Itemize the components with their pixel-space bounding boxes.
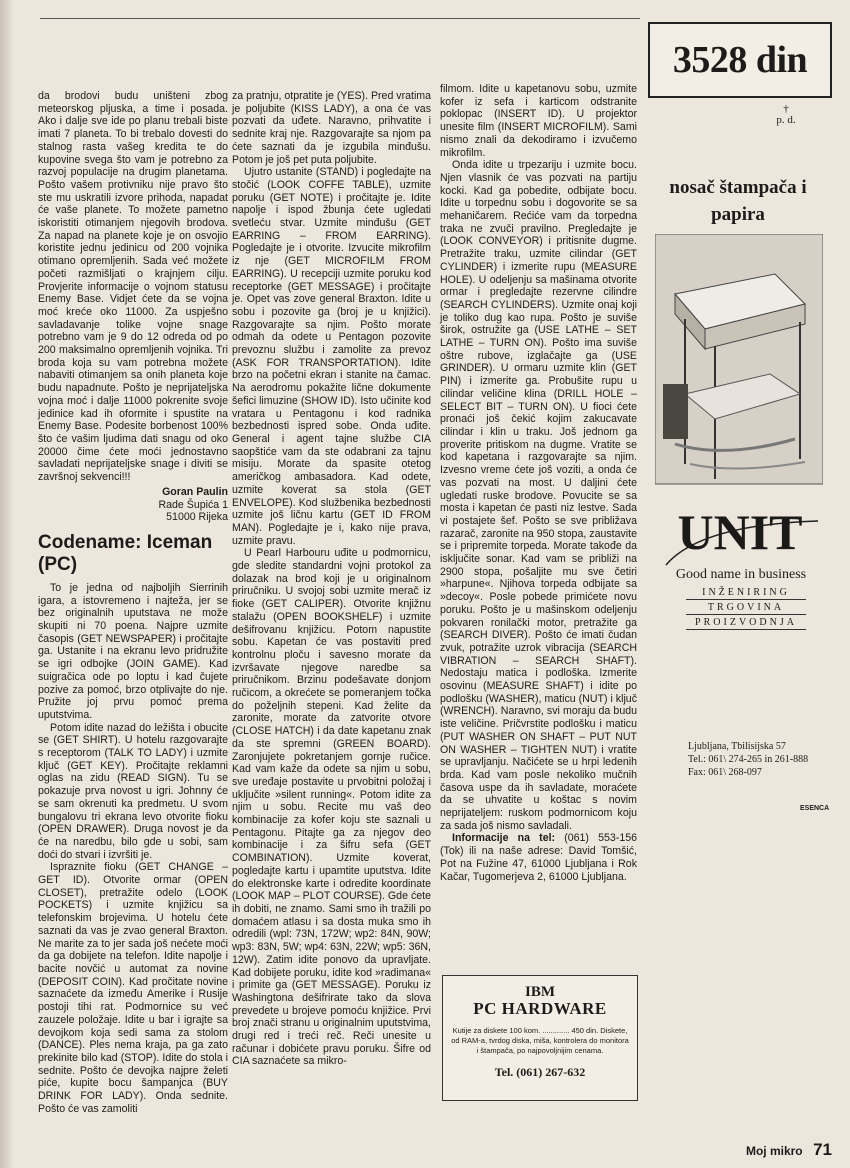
paragraph: da brodovi budu uništeni zbog meteorskog pljuska, a time i posada. Ako i dalje sve ide po planu trebali biste imati 7 planeta. To bi trebalo dovesti do stalnog rasta vašeg kredita te do kupovine svega što vam je potrebno za razvoj populacije na drugim planetama. Pošto vašem protivniku nije pravo što ste mu uskratili izvore prihoda, napadat će vaše planete. To možete pametno iskoristiti otimanjem njegovih brodova. Za napad na planete koje je on osvojio koristite jednu jedinicu od 200 vojnika otimano opremljenih. Sada već možete početi razmišljati o krajnjem cilju. Provjerite informacije o vojnom statusu Enemy Base. Vidjet ćete da se vojna moć kreće oko 11000. Za uspješno savladavanje tolike vojne snage potrebno vam je 9 do 12 odreda od po 200 maksimalno opremljenih vojnika. Tri broda koja su vam potrebna možete nabaviti otimanjem sa onih planeta koje budu napadnute. Pošto je neprijateljska vojna moć i dalje 11000 pokrenite svoje jedinice kad ih oformite i spustite na Enemy Base. Podesite borbenost 100% što će vašim ljudima dati snagu od oko 20000 čime ćete moći jednostavno savladati neprijateljske snage i diviti se završnoj sekvenci!!! xyxy=(38,90,228,484)
price: 3528 din xyxy=(672,39,808,81)
column-3 xyxy=(440,83,637,883)
unit-advertisement xyxy=(648,22,844,1132)
ibm-hardware-ad xyxy=(442,975,638,1101)
magazine-name: Moj mikro xyxy=(745,1144,803,1158)
slogan: Good name in business xyxy=(675,567,807,582)
ad-phone: Tel. (061) 267-632 xyxy=(494,1065,586,1079)
article-heading xyxy=(38,532,228,576)
author-name: Goran Paulin xyxy=(162,485,228,498)
service-trade: TRGOVINA xyxy=(686,602,806,615)
paragraph: filmom. Idite u kapetanovu sobu, uzmite kofer iz sefa i karticom odstranite poklopac (INSERT ID). U projektor unesite film (INSERT MICROFILM). Sami nismo znali da dekodiramo i izvučemo mikrofilm. xyxy=(440,83,637,159)
author-city: 51000 Rijeka xyxy=(166,511,228,524)
ad-body: Kutije za diskete 100 kom. ............. 450 din. Diskete, od RAM-a, tvrdog diska, miša, kontrolera do monitora i štampača, po najpovoljnijim cenama. xyxy=(451,1026,629,1055)
paragraph: Ujutro ustanite (STAND) i pogledajte na stočić (LOOK COFFE TABLE), uzmite poruku (GET NOTE) i pročitajte je. Idite napolje i ispod žbunja ćete ugledati svetleću stvar. Uzmite minđušu (GET EARRING – FROM EARRING). Pogledajte je i otvorite. Izvucite mikrofilm iz nje (GET MICROFILM FROM EARRING). U recepciji uzmite poruku kod receptorke (GET MESSAGE) i pročitajte je. Opet vas zove general Braxton. Idite u sobu i pozovite ga (broj je u knjižici). Razgovarajte sa njim. Pošto morate odmah da odete u Pentagon pozovite prevoznu službu i zamolite za prevoz (ASK FOR TRANSPORTATION). Idite brzo na početni ekran i stanite na čamac. Na aerodromu pokažite lične dokumente šefici limuzine (SHOW ID). Isto učinite kod vratara u Pentagonu i kod radnika bezbednosti ispred sobe. Onda uđite. General i agent tajne službe CIA saopštiće vam da ste odabrani za tajnu misiju. Morate da spasite otetog američkog ambasadora. Kad odete, uzmite koverat sa stola (GET ENVELOPE). Kod službenika bezbednosti uzmite još ličnu kartu (GET ID FROM MAN). Pogledajte je i, kako nije prava, uzmite pravu. xyxy=(232,166,431,547)
page-edge-shadow xyxy=(0,0,14,1168)
column-1 xyxy=(38,90,228,1115)
paragraph: To je jedna od najboljih Sierrinih igara, a istovremeno i najteža, jer se bez originalnih uputstava ne može skupiti ni 70 poena. Najpre uzmite časopis (GET NEWSPAPER) i pročitajte ga. Ustanite i na ekranu levo pridružite se igri odbojke (JOIN GAME). Kad suigračica ode po loptu i kad čujete pozive za pomoć, brzo otplivajte do nje. Pružite joj prvu pomoć prema uputstvima. xyxy=(38,581,228,721)
paragraph: Potom idite nazad do ležišta i obucite se (GET SHIRT). U hotelu razgovarajte s receptorom (TALK TO LADY) i uzmite ključ (GET KEY). Pročitajte reklamni oglas na zidu (READ SIGN). Tu se pokazuje prva novost u igri. Johnny će se sam okrenuti ka predmetu. U svom bungalovu tri ekrana levo otvorite fioku (OPEN DRAWER). Druga novost je da će na naredbu, bilo gde u sobi, sam doći do stvari i izvršiti je. xyxy=(38,721,228,861)
paragraph: Onda idite u trpezariju i uzmite bocu. Njen vlasnik će vas pozvati na partiju kocki. Kad ga pobedite, odbijate bocu. Idite u torpednu sobu i dogovorite se sa mehaničarem. Rećiće vam da torpedna traka ne zvuči pravilno. Pregledajte je (LOOK CONVEYOR) i pritisnite dugme. Pretražite traku, uzmite cilindar (GET CYLINDER) i izmerite rupu (MEASURE HOLE). U odeljenju sa mašinama otvorite ormar i pregledajte rezervne cilindre (SEARCH CYLINDERS). Uzmite onaj koji je toliko dug kao rupa. Pošto je suviše širok, ostružite ga (USE LATHE – SET LATHE – TURN ON). Pošto ima suviše oštre rubove, izglačajte ga (USE GRINDER). U ormaru uzmite klin (GET PIN) i izmerite ga. Probušite rupu u cilindar veličine klina (DRILL HOLE – SELECT BIT – TURN ON). U fioci ćete pronaći još čekić kojim zakucavate cilindar i klin u traku. Još jednom ga proverite pritiskom na dugme. Vratite se kod kapetana i razgovarajte sa njim. Izvesno vreme ćete još voziti, a onda će vas pozvati na most. U daljini ćete ugledati ruske brodove. Povucite se sa mosta i kapetan će pasti niz lestve. Sada vi postajete šef. Pošto se sve približava razarač, zaronite na 950 stopa, zaustavite se i pripremite torpeda. Morate takođe da isključite sonar. Kad vam se približi na 2900 stopa, pošaljite mu sve četiri »harpune«. Njihova torpeda odbijate sa »decoy«. Posle pobede primićete novu poruku. Pošto je u mašinskom odeljenju pokvaren ronilački motor, pretražite ga (SEARCH DIVER). Pošto će imati čudan zvuk, potražite uzrok vibracija (SEARCH VIBRATION – SEARCH SHAFT). Nedostaju matica i podloška. Izmerite osovinu (MEASURE SHAFT) i idite po podlošku (WASHER), maticu (NUT) i ključ (WRENCH). Naravno, svi moraju da budu iste veličine. Pričvrstite podlošku i maticu (PUT WASHER ON SHAFT – PUT NUT ON WASHER – TIGHTEN NUT) i vratite se upravljanju. Načićete se u hrpi ledenih brda. Kad vam posle nekoliko mučnih časova uspe da ih savladate, moraćete da se uhvatite u koštac s novim neprijateljem: ruskom podmornicom koju za sada još nismo savladali. xyxy=(440,159,637,832)
top-rule xyxy=(40,18,640,19)
paragraph: Ispraznite fioku (GET CHANGE – GET ID). Otvorite ormar (OPEN CLOSET), pretražite odelo (LOOK POCKETS) i uzmite knjižicu sa telefonskim brojevima. U hotelu ćete saznati da vas je zvao general Braxton. Ne marite za to jer sada još nećete moći da ga dobijete na telefon. Idite napolje i bacite novčić u automat za novine (DEPOSIT COIN). Kad pročitate novine saznaćete da između Amerike i Rusije postoji tihi rat. Podmornice su već zauzele položaje. Idite u bar i igrajte sa devojkom koja sedi sama za stolom (DANCE). Ples nema kraja, pa ga zato prekinite bilo kad (STOP). Idite do stola i sednite. Pošto će devojka najpre želeti piće, kupite bocu šampanjca (BUY DRINK FOR LADY). Onda sednite. Pošto će vas zamoliti xyxy=(38,861,228,1115)
ad-brand: IBM xyxy=(525,984,555,1000)
article-title: Codename: Iceman xyxy=(38,531,213,553)
page-footer xyxy=(746,1140,832,1160)
service-production: PROIZVODNJA xyxy=(686,617,806,630)
ad-address: Ljubljana, Tbilisijska 57 Tel.: 061\ 274-265 in 261-888 Fax: 061\ 268-097 xyxy=(688,741,809,778)
page-number: 71 xyxy=(813,1140,832,1159)
author-street: Rade Šupića 1 xyxy=(158,498,228,511)
agency-mark: ESENCA xyxy=(800,805,830,812)
article-platform: (PC) xyxy=(38,553,78,575)
contact-info: Informacije na tel: (061) 553-156 (Tok) ili na naše adrese: David Tomšić, Pot na Fužine 47, 61000 Ljubljana i Rok Kačar, Tugomerjeva 2, 61000 Ljubljana. xyxy=(440,832,637,883)
price-box xyxy=(648,22,832,98)
svg-text:UNIT: UNIT xyxy=(677,504,803,560)
ad-title: PC HARDWARE xyxy=(473,999,607,1018)
dagger-icon: † xyxy=(783,103,789,115)
service-engineering: INŽENIRING xyxy=(686,587,806,600)
product-name: nosač štampača i papira xyxy=(669,177,807,225)
price-note: † p. d. xyxy=(766,104,806,126)
paragraph: U Pearl Harbouru uđite u podmornicu, gde sledite standardni vojni protokol za dolazak na brod koji je u originalnom priručniku. U svojoj sobi uzmite merač iz fioke (GET CALIPER). Otvorite knjižnu stalažu (OPEN BOOKSHELF) i uzmite dešifrovanu knjižicu. Potom napustite sobu. Kapetan će vas postaviti pred kontrolnu ploču i savesno morate da izvršavate njegove naredbe sa priručnikom. Brzinu podešavate donjom ručicom, a okrećete se pomeranjem točka do poželjnih stepeni. Kad želite da zaronite, morate da zatvorite otvore (CLOSE HATCH) i da date kapetanu znak da ste spremni (GREEN BOARD). Zaronjujete pokretanjem gornje ručice. Kad vam kaže da odete sa njim u sobu, sve uređaje postavite u prvobitni položaj i uključite »silent running«. Potom idite za njim u sobu. Recite mu vaš deo kombinacije za kofer koju ste saznali u Pentagonu. Pitajte ga za njegov deo kombinacije i za šifru sefa (GET COMBINATION). Uzmite koverat, pogledajte kartu i upamtite uputstva. Idite do elektronske karte i odredite koordinate (LOOK MAP – PLOT COURSE). Gde ćete ih dobiti, ne znamo. Sami smo ih tražili po domaćem atlasu i sa dosta muka smo ih odredili (wpl: 73N, 172W; wp2: 84N, 90W; wp3: 83N, 5W; wp4: 63N, 22W; wp5: 36N, 12W). Zatim idite ponovo da upravljate. Kad dobijete poruku, idite kod »radimana« i primite ga (GET MESSAGE). Poruku iz Washingtona dešifrirate tako da slova prevedete u brojeve pomoću knjižice. Prvi broj znači stranu u originalnim uputstvima, drugi red i treći reč. Reči unesite u računar i dobićete pravu poruku. Šifre od CIA saznaćete sa mikro- xyxy=(232,547,431,1068)
column-2 xyxy=(232,90,431,1068)
paragraph: za pratnju, otpratite je (YES). Pred vratima je poljubite (KISS LADY), a ona će vas pozvati da uđete. Naravno, prihvatite i sednite kraj nje. Razgovarajte sa njom pa ćete saznati da je izgubila minđušu. Potom je još pet puta poljubite. xyxy=(232,90,432,166)
